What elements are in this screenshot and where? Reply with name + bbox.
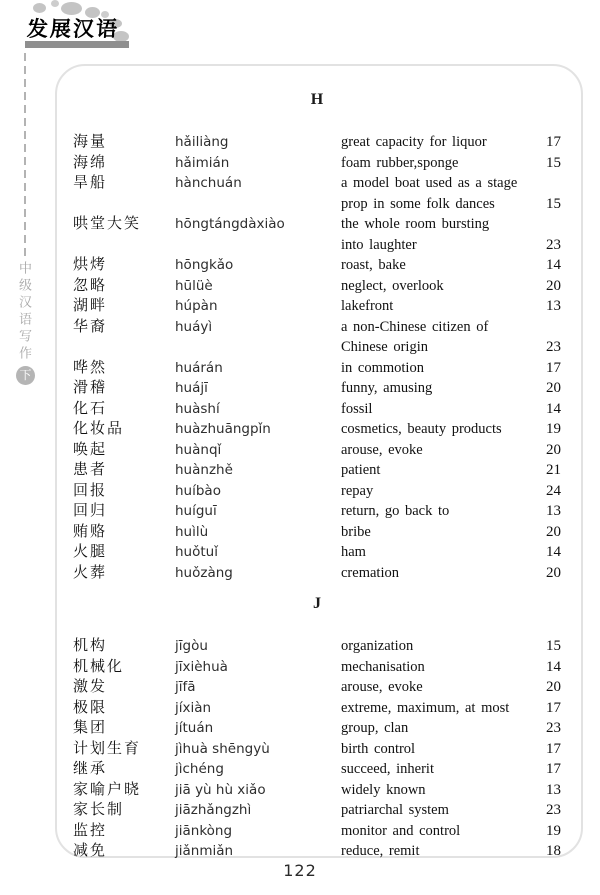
vocab-row xyxy=(73,780,561,801)
pinyin: huàzhuāngpǐn xyxy=(175,421,271,437)
section-letter: H xyxy=(310,91,324,108)
english-gloss xyxy=(341,821,525,842)
pinyin: jīfā xyxy=(175,679,196,695)
english-gloss-line: into laughter xyxy=(341,236,417,253)
chinese-word: 唤起 xyxy=(73,441,108,458)
english-gloss-line: fossil xyxy=(341,400,373,417)
chinese-word: 减免 xyxy=(73,843,108,859)
pinyin: húpàn xyxy=(175,298,218,314)
vocab-row xyxy=(73,841,561,862)
english-gloss xyxy=(341,276,525,297)
section-letter: J xyxy=(313,595,321,612)
english-gloss xyxy=(341,153,525,174)
english-gloss xyxy=(341,460,525,481)
sidebar-dashed-line xyxy=(24,53,26,258)
english-gloss-line: organization xyxy=(341,638,414,654)
pinyin: jìhuà shēngyù xyxy=(175,740,270,757)
english-gloss-line: arouse, evoke xyxy=(341,679,423,695)
reference-page-number: 17 xyxy=(546,359,561,376)
english-gloss-line: cremation xyxy=(341,564,399,581)
vocab-row xyxy=(73,542,561,563)
chinese-word: 海绵 xyxy=(73,154,108,171)
pinyin: hànchuán xyxy=(175,175,242,191)
vocab-row xyxy=(73,255,561,276)
chinese-word: 激发 xyxy=(73,679,108,695)
english-gloss-line: patient xyxy=(341,462,381,478)
chinese-word: 火葬 xyxy=(73,564,108,581)
vocab-row xyxy=(73,173,561,214)
vocab-row xyxy=(73,317,561,358)
vocab-row xyxy=(73,718,561,739)
english-gloss xyxy=(341,800,525,821)
vocab-row xyxy=(73,276,561,297)
reference-page-number: 20 xyxy=(546,523,561,540)
english-gloss xyxy=(341,522,525,543)
english-gloss xyxy=(341,841,525,862)
reference-page-number: 21 xyxy=(546,462,561,478)
chinese-word: 回报 xyxy=(73,482,108,499)
vocab-row xyxy=(73,657,561,678)
english-gloss-line: patriarchal system xyxy=(341,802,449,818)
vocab-row xyxy=(73,481,561,502)
reference-page-number: 20 xyxy=(546,277,561,294)
pinyin: hǎiliàng xyxy=(175,134,229,150)
chinese-word: 哗然 xyxy=(73,359,108,376)
english-gloss-line: foam rubber,sponge xyxy=(341,154,459,171)
pinyin: hǎimián xyxy=(175,154,230,171)
vocab-row xyxy=(73,440,561,461)
vocabulary-box xyxy=(55,64,583,858)
english-gloss-line: monitor and control xyxy=(341,822,461,839)
pinyin: huǒtuǐ xyxy=(175,544,218,560)
chinese-word: 滑稽 xyxy=(73,380,108,396)
english-gloss-line: group, clan xyxy=(341,720,409,736)
english-gloss-line: roast, bake xyxy=(341,257,406,273)
english-gloss-line: mechanisation xyxy=(341,658,425,675)
vocab-row xyxy=(73,759,561,780)
english-gloss xyxy=(341,214,525,255)
pinyin: huànqǐ xyxy=(175,441,222,458)
english-gloss xyxy=(341,399,525,420)
chinese-word: 忽略 xyxy=(73,277,108,294)
english-gloss-line: great capacity for liquor xyxy=(341,134,487,150)
english-gloss-line: funny, amusing xyxy=(341,380,433,396)
vocab-row xyxy=(73,821,561,842)
reference-page-number: 14 xyxy=(546,257,561,273)
vocab-row xyxy=(73,214,561,255)
pinyin: hōngtángdàxiào xyxy=(175,216,285,232)
vocab-row xyxy=(73,698,561,719)
vocab-section xyxy=(73,594,561,862)
english-gloss-line: repay xyxy=(341,482,374,499)
pinyin: jīxièhuà xyxy=(175,658,228,675)
english-gloss-line: ham xyxy=(341,544,366,560)
english-gloss-line: reduce, remit xyxy=(341,843,420,859)
english-gloss xyxy=(341,718,525,739)
reference-page-number: 20 xyxy=(546,679,561,695)
english-gloss-line: birth control xyxy=(341,740,416,757)
chinese-word: 回归 xyxy=(73,503,108,519)
chinese-word: 贿赂 xyxy=(73,523,108,540)
english-gloss xyxy=(341,563,525,584)
english-gloss-line: prop in some folk dances xyxy=(341,195,495,212)
reference-page-number: 24 xyxy=(546,482,561,499)
english-gloss xyxy=(341,739,525,760)
pinyin: jiāzhǎngzhì xyxy=(175,802,252,818)
reference-page-number: 19 xyxy=(546,421,561,437)
english-gloss xyxy=(341,698,525,719)
chinese-word: 集团 xyxy=(73,720,108,736)
reference-page-number: 20 xyxy=(546,441,561,458)
english-gloss xyxy=(341,677,525,698)
reference-page-number: 15 xyxy=(546,195,561,212)
chinese-word: 患者 xyxy=(73,462,108,478)
reference-page-number: 23 xyxy=(546,720,561,736)
english-gloss-line: succeed, inherit xyxy=(341,761,434,777)
chinese-word: 华裔 xyxy=(73,318,108,335)
reference-page-number: 13 xyxy=(546,781,561,798)
english-gloss xyxy=(341,636,525,657)
reference-page-number: 17 xyxy=(546,740,561,757)
reference-page-number: 20 xyxy=(546,380,561,396)
pinyin: jiā yù hù xiǎo xyxy=(175,781,266,798)
english-gloss-line: cosmetics, beauty products xyxy=(341,421,502,437)
page-number: 122 xyxy=(283,861,317,880)
pinyin: jíxiàn xyxy=(175,699,212,716)
reference-page-number: 19 xyxy=(546,822,561,839)
english-gloss xyxy=(341,358,525,379)
vocab-row xyxy=(73,460,561,481)
dot-decoration xyxy=(51,0,59,7)
vocab-row xyxy=(73,378,561,399)
english-gloss-line: extreme, maximum, at most xyxy=(341,699,510,716)
chinese-word: 继承 xyxy=(73,761,108,777)
english-gloss xyxy=(341,132,525,153)
vocab-section xyxy=(73,90,561,583)
reference-page-number: 13 xyxy=(546,298,561,314)
english-gloss xyxy=(341,501,525,522)
pinyin: huíbào xyxy=(175,482,221,499)
english-gloss xyxy=(341,378,525,399)
english-gloss xyxy=(341,255,525,276)
english-gloss-line: a model boat used as a stage xyxy=(341,175,518,191)
english-gloss-line: in commotion xyxy=(341,359,424,376)
reference-page-number: 15 xyxy=(546,154,561,171)
reference-page-number: 18 xyxy=(546,843,561,859)
vocab-row xyxy=(73,739,561,760)
reference-page-number: 13 xyxy=(546,503,561,519)
english-gloss-line: neglect, overlook xyxy=(341,277,444,294)
english-gloss-line: return, go back to xyxy=(341,503,450,519)
chinese-word: 火腿 xyxy=(73,544,108,560)
reference-page-number: 23 xyxy=(546,802,561,818)
pinyin: jiānkòng xyxy=(175,822,233,839)
pinyin: huànzhě xyxy=(175,462,233,478)
pinyin: huàshí xyxy=(175,400,220,417)
reference-page-number: 17 xyxy=(546,699,561,716)
pinyin: hūlüè xyxy=(175,277,213,294)
vocabulary-list xyxy=(73,90,561,862)
english-gloss xyxy=(341,657,525,678)
vocab-row xyxy=(73,522,561,543)
reference-page-number: 20 xyxy=(546,564,561,581)
chinese-word: 哄堂大笑 xyxy=(73,216,142,232)
vocab-row xyxy=(73,501,561,522)
chinese-word: 化妆品 xyxy=(73,421,125,437)
chinese-word: 家喻户晓 xyxy=(73,781,142,798)
chinese-word: 家长制 xyxy=(73,802,125,818)
pinyin: hōngkǎo xyxy=(175,257,234,273)
reference-page-number: 14 xyxy=(546,400,561,417)
english-gloss xyxy=(341,780,525,801)
english-gloss xyxy=(341,542,525,563)
pinyin: huáyì xyxy=(175,318,213,335)
vocab-row xyxy=(73,399,561,420)
vocab-row xyxy=(73,636,561,657)
chinese-word: 极限 xyxy=(73,699,108,716)
reference-page-number: 15 xyxy=(546,638,561,654)
vocab-row xyxy=(73,153,561,174)
reference-page-number: 14 xyxy=(546,544,561,560)
chinese-word: 计划生育 xyxy=(73,740,142,757)
chinese-word: 监控 xyxy=(73,822,108,839)
vocab-row xyxy=(73,800,561,821)
english-gloss xyxy=(341,481,525,502)
pinyin: huárán xyxy=(175,359,223,376)
english-gloss-line: lakefront xyxy=(341,298,394,314)
chinese-word: 旱船 xyxy=(73,175,108,191)
volume-badge: 下 xyxy=(16,366,35,385)
english-gloss xyxy=(341,173,525,214)
pinyin: huìlù xyxy=(175,523,209,540)
pinyin: huájī xyxy=(175,380,208,396)
vocab-row xyxy=(73,358,561,379)
english-gloss-line: the whole room bursting xyxy=(341,216,490,232)
pinyin: jīgòu xyxy=(175,638,208,654)
english-gloss-line: Chinese origin xyxy=(341,339,428,355)
english-gloss-line: bribe xyxy=(341,523,371,540)
series-logo: 发展汉语 xyxy=(26,17,120,41)
vocab-row xyxy=(73,419,561,440)
chinese-word: 海量 xyxy=(73,134,108,150)
pinyin: huǒzàng xyxy=(175,564,233,581)
chinese-word: 化石 xyxy=(73,400,108,417)
reference-page-number: 23 xyxy=(546,236,561,253)
english-gloss xyxy=(341,296,525,317)
reference-page-number: 14 xyxy=(546,658,561,675)
sidebar-series-title: 中级汉语写作 xyxy=(17,261,32,363)
reference-page-number: 17 xyxy=(546,134,561,150)
english-gloss xyxy=(341,317,525,358)
english-gloss xyxy=(341,759,525,780)
vocab-row xyxy=(73,296,561,317)
logo-underline-bar xyxy=(25,41,129,48)
pinyin: jítuán xyxy=(175,720,214,736)
reference-page-number: 23 xyxy=(546,339,561,355)
vocab-row xyxy=(73,677,561,698)
chinese-word: 机构 xyxy=(73,638,108,654)
reference-page-number: 17 xyxy=(546,761,561,777)
vocab-row xyxy=(73,563,561,584)
chinese-word: 湖畔 xyxy=(73,298,108,314)
english-gloss-line: a non-Chinese citizen of xyxy=(341,318,489,335)
english-gloss-line: arouse, evoke xyxy=(341,441,423,458)
dot-decoration xyxy=(33,3,46,13)
english-gloss xyxy=(341,419,525,440)
chinese-word: 烘烤 xyxy=(73,257,108,273)
chinese-word: 机械化 xyxy=(73,658,125,675)
vocab-row xyxy=(73,132,561,153)
english-gloss-line: widely known xyxy=(341,781,426,798)
pinyin: jiǎnmiǎn xyxy=(175,843,234,859)
pinyin: huíguī xyxy=(175,503,217,519)
english-gloss xyxy=(341,440,525,461)
pinyin: jìchéng xyxy=(175,761,224,777)
